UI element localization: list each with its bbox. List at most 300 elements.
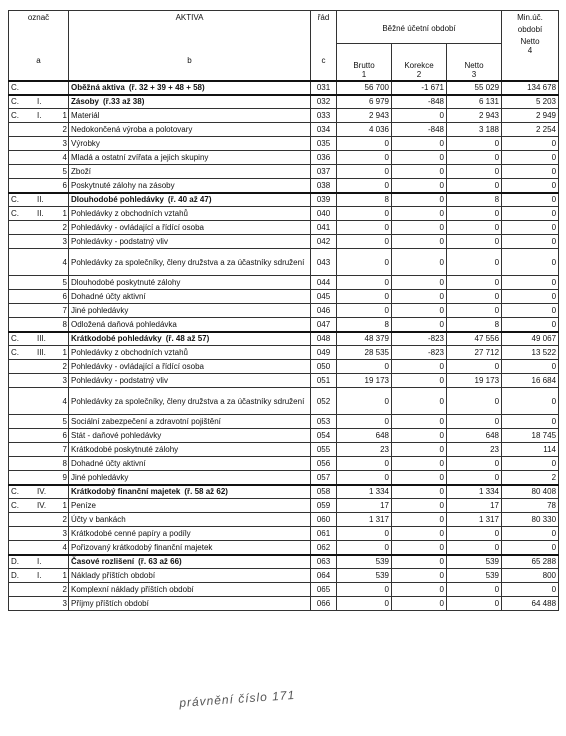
value-b1: 0 (337, 235, 392, 249)
row-label-cell (69, 123, 311, 137)
row-letter: C. (11, 487, 19, 497)
row-number: 4 (62, 396, 67, 406)
row-code: 056 (311, 457, 337, 471)
row-designation (9, 179, 69, 193)
row-letter: D. (11, 557, 19, 567)
row-label-cell (69, 332, 311, 346)
value-b3: 0 (447, 541, 502, 555)
row-number: 2 (62, 515, 67, 524)
value-b1: 0 (337, 290, 392, 304)
value-b4: 0 (502, 360, 559, 374)
value-b2: 0 (392, 457, 447, 471)
row-number: 8 (62, 459, 67, 468)
header-min-obdobi (502, 11, 559, 81)
row-code: 052 (311, 388, 337, 415)
value-b2: 0 (392, 249, 447, 276)
row-designation (9, 597, 69, 611)
row-label-cell (69, 527, 311, 541)
row-designation (9, 193, 69, 207)
value-b4: 80 330 (502, 513, 559, 527)
row-number: 1 (62, 571, 67, 580)
row-label-cell (69, 471, 311, 485)
row-label: Pořizovaný krátkodobý finanční majetek (71, 542, 213, 552)
header-rad-label: řád (317, 13, 330, 22)
table-row (9, 123, 559, 137)
row-number: 3 (62, 529, 67, 538)
row-number: 3 (62, 139, 67, 148)
value-b3: 0 (447, 304, 502, 318)
header-brutto (337, 44, 392, 81)
value-b4: 0 (502, 318, 559, 332)
value-b2: 0 (392, 499, 447, 513)
row-label-cell (69, 318, 311, 332)
header-col-a: a (36, 56, 41, 65)
value-b3: 0 (447, 415, 502, 429)
row-label: Příjmy příštích období (71, 599, 149, 608)
row-label: Krátkodobé pohledávky (71, 334, 162, 344)
value-b4: 0 (502, 249, 559, 276)
table-row (9, 471, 559, 485)
row-code: 060 (311, 513, 337, 527)
value-b1: 0 (337, 541, 392, 555)
row-label: Pohledávky za společníky, členy družstva a za účastníky sdružení (71, 396, 305, 406)
row-number: 4 (62, 153, 67, 162)
row-label-cell (69, 541, 311, 555)
value-b3: 8 (447, 318, 502, 332)
value-b1: 1 334 (337, 485, 392, 499)
row-number: 4 (62, 542, 67, 552)
row-code: 051 (311, 374, 337, 388)
row-label-cell (69, 555, 311, 569)
table-row (9, 165, 559, 179)
row-number: 7 (62, 445, 67, 454)
row-designation (9, 137, 69, 151)
header-bezne-obdobi: Běžné účetní období (337, 11, 502, 44)
row-code: 061 (311, 527, 337, 541)
value-b2: 0 (392, 485, 447, 499)
value-b1: 0 (337, 221, 392, 235)
value-b1: 4 036 (337, 123, 392, 137)
row-number: 6 (62, 431, 67, 440)
value-b3: 17 (447, 499, 502, 513)
value-b3: 55 029 (447, 81, 502, 95)
header-oznac (9, 11, 69, 81)
row-number: 5 (62, 167, 67, 176)
value-b1: 539 (337, 569, 392, 583)
value-b2: 0 (392, 583, 447, 597)
row-designation (9, 360, 69, 374)
value-b3: 0 (447, 151, 502, 165)
value-b4: 0 (502, 179, 559, 193)
value-b3: 0 (447, 207, 502, 221)
row-code: 036 (311, 151, 337, 165)
table-row (9, 332, 559, 346)
value-b1: 0 (337, 583, 392, 597)
table-row (9, 179, 559, 193)
row-designation (9, 527, 69, 541)
row-label-cell (69, 290, 311, 304)
row-label-cell (69, 583, 311, 597)
value-b4: 114 (502, 443, 559, 457)
row-label: Materiál (71, 111, 100, 120)
row-label-cell (69, 429, 311, 443)
value-b4: 13 522 (502, 346, 559, 360)
row-code: 047 (311, 318, 337, 332)
row-label-cell (69, 569, 311, 583)
row-number: 6 (62, 292, 67, 301)
row-roman: III. (37, 334, 46, 344)
row-code: 065 (311, 583, 337, 597)
row-designation (9, 555, 69, 569)
header-oznac-label: označ (27, 13, 50, 22)
row-reference: (ř. 48 až 57) (165, 334, 210, 344)
row-designation (9, 151, 69, 165)
table-row (9, 597, 559, 611)
value-b1: 28 535 (337, 346, 392, 360)
value-b1: 0 (337, 304, 392, 318)
stamp-fragment: právnění číslo 171 (178, 687, 296, 710)
value-b4: 0 (502, 457, 559, 471)
row-code: 038 (311, 179, 337, 193)
row-label-cell (69, 165, 311, 179)
value-b2: 0 (392, 221, 447, 235)
row-label: Stát - daňové pohledávky (71, 431, 162, 440)
value-b4: 78 (502, 499, 559, 513)
table-row (9, 318, 559, 332)
value-b3: 0 (447, 471, 502, 485)
row-number: 1 (62, 209, 67, 218)
value-b2: 0 (392, 443, 447, 457)
row-designation (9, 457, 69, 471)
value-b2: 0 (392, 193, 447, 207)
row-code: 054 (311, 429, 337, 443)
value-b1: 539 (337, 555, 392, 569)
table-row (9, 235, 559, 249)
row-label: Výrobky (71, 139, 100, 148)
row-letter: C. (11, 97, 19, 107)
table-row (9, 109, 559, 123)
row-number: 2 (62, 585, 67, 594)
value-b4: 2 949 (502, 109, 559, 123)
value-b4: 5 203 (502, 95, 559, 109)
header-n2: 2 (416, 69, 422, 79)
row-designation (9, 388, 69, 415)
row-designation (9, 429, 69, 443)
value-b4: 49 067 (502, 332, 559, 346)
row-label: Komplexní náklady příštích období (71, 585, 194, 594)
value-b4: 0 (502, 193, 559, 207)
row-roman: I. (37, 111, 42, 120)
value-b2: 0 (392, 471, 447, 485)
row-code: 033 (311, 109, 337, 123)
value-b3: 539 (447, 555, 502, 569)
row-label: Pohledávky - podstatný vliv (71, 237, 168, 246)
value-b2: 0 (392, 207, 447, 221)
header-aktiva (69, 11, 311, 81)
value-b3: 0 (447, 276, 502, 290)
header-korekce (392, 44, 447, 81)
row-label-cell (69, 360, 311, 374)
row-code: 066 (311, 597, 337, 611)
row-number: 1 (62, 348, 67, 357)
row-label: Dohadné účty aktivní (71, 292, 146, 301)
value-b2: 0 (392, 374, 447, 388)
value-b1: 0 (337, 527, 392, 541)
value-b2: 0 (392, 360, 447, 374)
value-b1: 0 (337, 151, 392, 165)
row-designation (9, 485, 69, 499)
value-b3: 0 (447, 597, 502, 611)
header-netto (447, 44, 502, 81)
header-col-c: c (321, 56, 326, 65)
row-code: 064 (311, 569, 337, 583)
row-designation (9, 583, 69, 597)
value-b1: 23 (337, 443, 392, 457)
row-designation (9, 235, 69, 249)
value-b3: 0 (447, 165, 502, 179)
row-label-cell (69, 443, 311, 457)
row-designation (9, 123, 69, 137)
row-label-cell (69, 499, 311, 513)
value-b3: 27 712 (447, 346, 502, 360)
row-number: 1 (62, 111, 67, 120)
row-label: Poskytnuté zálohy na zásoby (71, 180, 175, 190)
header-n3: 3 (471, 69, 477, 79)
header-row-top (9, 11, 559, 44)
header-korekce-label: Korekce (404, 60, 434, 70)
row-reference: (ř. 40 až 47) (167, 195, 212, 205)
value-b3: 2 943 (447, 109, 502, 123)
table-row (9, 193, 559, 207)
row-code: 031 (311, 81, 337, 95)
row-label: Nedokončená výroba a polotovary (71, 125, 193, 134)
row-label: Peníze (71, 501, 96, 510)
value-b4: 0 (502, 137, 559, 151)
value-b1: 0 (337, 137, 392, 151)
value-b2: 0 (392, 597, 447, 611)
row-code: 045 (311, 290, 337, 304)
header-n1: 1 (361, 69, 367, 79)
row-label: Pohledávky - ovládající a řídící osoba (71, 362, 204, 371)
value-b3: 0 (447, 360, 502, 374)
row-label: Pohledávky z obchodních vztahů (71, 209, 188, 218)
row-label-cell (69, 276, 311, 290)
row-designation (9, 290, 69, 304)
row-number: 2 (62, 223, 67, 232)
row-label-cell (69, 151, 311, 165)
value-b2: 0 (392, 415, 447, 429)
value-b3: 1 317 (447, 513, 502, 527)
row-designation (9, 221, 69, 235)
value-b1: 0 (337, 165, 392, 179)
value-b4: 0 (502, 151, 559, 165)
row-label: Oběžná aktiva (71, 83, 125, 92)
value-b2: 0 (392, 541, 447, 555)
value-b2: 0 (392, 569, 447, 583)
value-b2: -848 (392, 123, 447, 137)
value-b1: 0 (337, 249, 392, 276)
row-label-cell (69, 415, 311, 429)
value-b4: 134 678 (502, 81, 559, 95)
value-b4: 80 408 (502, 485, 559, 499)
row-label: Účty v bankách (71, 515, 126, 524)
balance-sheet-table (8, 10, 559, 611)
table-row (9, 360, 559, 374)
value-b1: 6 979 (337, 95, 392, 109)
value-b2: 0 (392, 151, 447, 165)
value-b1: 48 379 (337, 332, 392, 346)
row-reference: (ř.33 až 38) (103, 97, 145, 107)
row-code: 032 (311, 95, 337, 109)
value-b4: 16 684 (502, 374, 559, 388)
row-reference: (ř. 32 + 39 + 48 + 58) (128, 83, 205, 92)
value-b2: 0 (392, 429, 447, 443)
value-b1: 0 (337, 207, 392, 221)
value-b1: 648 (337, 429, 392, 443)
row-label: Krátkodobý finanční majetek (71, 487, 181, 497)
value-b4: 0 (502, 290, 559, 304)
row-designation (9, 471, 69, 485)
value-b1: 56 700 (337, 81, 392, 95)
row-number: 9 (62, 472, 67, 482)
row-label: Pohledávky - ovládající a řídící osoba (71, 223, 204, 232)
row-designation (9, 207, 69, 221)
value-b2: -1 671 (392, 81, 447, 95)
value-b3: 23 (447, 443, 502, 457)
table-row (9, 583, 559, 597)
value-b3: 539 (447, 569, 502, 583)
value-b4: 0 (502, 388, 559, 415)
row-letter: C. (11, 334, 19, 344)
row-label: Náklady příštích období (71, 571, 156, 580)
row-code: 063 (311, 555, 337, 569)
table-row (9, 137, 559, 151)
value-b4: 64 488 (502, 597, 559, 611)
value-b4: 0 (502, 527, 559, 541)
row-designation (9, 374, 69, 388)
row-roman: III. (37, 348, 46, 357)
value-b4: 0 (502, 304, 559, 318)
row-label: Dlouhodobé poskytnuté zálohy (71, 278, 181, 287)
row-letter: C. (11, 209, 19, 218)
value-b2: 0 (392, 109, 447, 123)
value-b3: 0 (447, 583, 502, 597)
row-roman: II. (37, 209, 44, 218)
value-b2: 0 (392, 137, 447, 151)
row-letter: C. (11, 111, 19, 120)
value-b2: -848 (392, 95, 447, 109)
value-b2: 0 (392, 235, 447, 249)
row-label: Krátkodobé poskytnuté zálohy (71, 445, 179, 454)
value-b3: 0 (447, 290, 502, 304)
row-label-cell (69, 109, 311, 123)
value-b4: 0 (502, 165, 559, 179)
row-letter: C. (11, 501, 19, 510)
row-reference: (ř. 58 až 62) (184, 487, 228, 497)
row-roman: I. (37, 557, 42, 567)
row-label-cell (69, 374, 311, 388)
row-label: Zásoby (71, 97, 100, 107)
row-label: Sociální zabezpečení a zdravotní pojištění (71, 417, 221, 426)
value-b1: 0 (337, 276, 392, 290)
row-code: 044 (311, 276, 337, 290)
row-label-cell (69, 95, 311, 109)
value-b4: 0 (502, 541, 559, 555)
row-code: 046 (311, 304, 337, 318)
table-row (9, 346, 559, 360)
table-row (9, 555, 559, 569)
row-roman: I. (37, 571, 42, 580)
row-roman: I. (37, 97, 42, 107)
row-code: 042 (311, 235, 337, 249)
row-label: Jiné pohledávky (71, 472, 129, 482)
row-label: Odložená daňová pohledávka (71, 319, 177, 329)
value-b2: 0 (392, 527, 447, 541)
value-b3: 3 188 (447, 123, 502, 137)
value-b1: 2 943 (337, 109, 392, 123)
row-number: 1 (62, 501, 67, 510)
row-label-cell (69, 221, 311, 235)
table-row (9, 569, 559, 583)
row-label-cell (69, 513, 311, 527)
value-b4: 65 288 (502, 555, 559, 569)
row-designation (9, 276, 69, 290)
row-designation (9, 318, 69, 332)
value-b2: 0 (392, 276, 447, 290)
row-roman: IV. (37, 487, 47, 497)
value-b4: 0 (502, 276, 559, 290)
table-row (9, 374, 559, 388)
header-netto-min: Netto (520, 37, 540, 46)
row-number: 7 (62, 306, 67, 315)
value-b4: 0 (502, 207, 559, 221)
value-b4: 0 (502, 415, 559, 429)
row-label-cell (69, 457, 311, 471)
value-b4: 0 (502, 221, 559, 235)
table-row (9, 221, 559, 235)
table-row (9, 207, 559, 221)
row-roman: II. (37, 195, 44, 205)
row-code: 050 (311, 360, 337, 374)
value-b3: 8 (447, 193, 502, 207)
header-n4: 4 (527, 46, 533, 55)
row-roman: IV. (37, 501, 47, 510)
header-col-b: b (187, 56, 192, 65)
value-b2: 0 (392, 304, 447, 318)
row-number: 2 (62, 125, 67, 134)
row-designation (9, 165, 69, 179)
row-designation (9, 332, 69, 346)
row-code: 055 (311, 443, 337, 457)
value-b3: 47 556 (447, 332, 502, 346)
value-b2: 0 (392, 179, 447, 193)
header-netto-label: Netto (464, 60, 484, 70)
row-label: Pohledávky - podstatný vliv (71, 376, 168, 385)
row-code: 043 (311, 249, 337, 276)
row-label-cell (69, 346, 311, 360)
value-b1: 0 (337, 179, 392, 193)
row-designation (9, 346, 69, 360)
row-label: Dohadné účty aktivní (71, 459, 146, 468)
row-number: 3 (62, 376, 67, 385)
row-designation (9, 95, 69, 109)
value-b1: 17 (337, 499, 392, 513)
value-b3: 0 (447, 137, 502, 151)
table-row (9, 276, 559, 290)
value-b2: 0 (392, 555, 447, 569)
header-min-line2: období (517, 25, 543, 34)
row-label-cell (69, 137, 311, 151)
